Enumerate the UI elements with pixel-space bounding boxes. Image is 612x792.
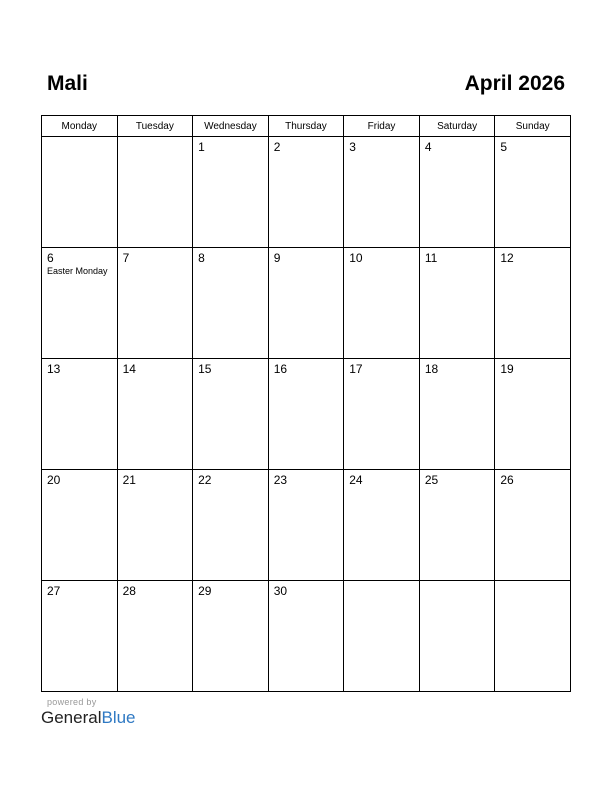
day-cell[interactable] bbox=[495, 137, 571, 248]
powered-by-text: powered by bbox=[47, 697, 97, 707]
day-cell[interactable] bbox=[42, 248, 118, 359]
day-cell[interactable] bbox=[344, 470, 420, 581]
week-row bbox=[42, 581, 571, 692]
day-number: 28 bbox=[122, 584, 136, 598]
day-number: 18 bbox=[424, 362, 439, 376]
calendar-grid bbox=[41, 115, 571, 692]
weekday-header: Saturday bbox=[419, 116, 495, 137]
day-cell[interactable] bbox=[117, 248, 193, 359]
day-cell[interactable] bbox=[193, 581, 269, 692]
day-cell[interactable] bbox=[268, 248, 344, 359]
day-cell[interactable] bbox=[495, 359, 571, 470]
day-cell[interactable] bbox=[117, 359, 193, 470]
day-number: 7 bbox=[122, 251, 130, 265]
day-cell[interactable] bbox=[193, 137, 269, 248]
day-number: 3 bbox=[349, 140, 356, 154]
day-cell[interactable] bbox=[117, 581, 193, 692]
day-cell[interactable] bbox=[193, 359, 269, 470]
weekday-header: Monday bbox=[42, 116, 118, 137]
day-cell[interactable] bbox=[419, 248, 495, 359]
weekday-header: Wednesday bbox=[193, 116, 269, 137]
day-number: 6 bbox=[47, 251, 54, 265]
day-number: 12 bbox=[500, 251, 514, 265]
day-number: 24 bbox=[349, 473, 363, 487]
day-number: 17 bbox=[349, 362, 363, 376]
day-cell[interactable] bbox=[495, 248, 571, 359]
day-cell[interactable] bbox=[268, 137, 344, 248]
day-cell[interactable] bbox=[193, 248, 269, 359]
day-number: 14 bbox=[122, 362, 136, 376]
day-cell[interactable] bbox=[344, 137, 420, 248]
country-title: Mali bbox=[47, 72, 88, 95]
day-cell[interactable] bbox=[193, 470, 269, 581]
day-cell[interactable] bbox=[344, 359, 420, 470]
day-cell[interactable] bbox=[344, 248, 420, 359]
day-number: 11 bbox=[424, 251, 438, 265]
brand-logo[interactable] bbox=[41, 708, 136, 728]
day-number: 10 bbox=[349, 251, 363, 265]
day-number: 20 bbox=[47, 473, 61, 487]
day-cell[interactable] bbox=[42, 137, 118, 248]
day-cell[interactable] bbox=[117, 137, 193, 248]
day-number: 23 bbox=[273, 473, 288, 487]
brand-blue: Blue bbox=[101, 708, 136, 727]
day-number: 30 bbox=[273, 584, 288, 598]
day-number: 13 bbox=[47, 362, 61, 376]
day-cell[interactable] bbox=[268, 470, 344, 581]
weekday-header: Sunday bbox=[495, 116, 571, 137]
day-number: 21 bbox=[122, 473, 136, 487]
weekday-header: Thursday bbox=[268, 116, 344, 137]
day-cell[interactable] bbox=[268, 359, 344, 470]
day-cell[interactable] bbox=[42, 581, 118, 692]
day-number: 19 bbox=[500, 362, 514, 376]
day-number: 4 bbox=[424, 140, 432, 154]
week-row bbox=[42, 248, 571, 359]
month-title: April 2026 bbox=[464, 72, 565, 95]
day-cell[interactable] bbox=[495, 581, 571, 692]
weekday-header: Friday bbox=[344, 116, 420, 137]
week-row bbox=[42, 137, 571, 248]
day-number: 25 bbox=[424, 473, 439, 487]
holiday-label: Easter Monday bbox=[47, 266, 108, 276]
day-number: 26 bbox=[500, 473, 514, 487]
day-cell[interactable] bbox=[419, 470, 495, 581]
day-number: 29 bbox=[198, 584, 212, 598]
day-cell[interactable] bbox=[344, 581, 420, 692]
week-row bbox=[42, 359, 571, 470]
week-row bbox=[42, 470, 571, 581]
day-cell[interactable] bbox=[268, 581, 344, 692]
day-number: 27 bbox=[47, 584, 61, 598]
day-cell[interactable] bbox=[117, 470, 193, 581]
weekday-header: Tuesday bbox=[117, 116, 193, 137]
day-cell[interactable] bbox=[495, 470, 571, 581]
day-number: 1 bbox=[198, 140, 205, 154]
day-number: 5 bbox=[500, 140, 508, 154]
brand-general: General bbox=[41, 708, 102, 727]
day-number: 9 bbox=[273, 251, 281, 265]
day-cell[interactable] bbox=[419, 581, 495, 692]
day-cell[interactable] bbox=[419, 359, 495, 470]
day-number: 2 bbox=[273, 140, 281, 154]
day-number: 8 bbox=[198, 251, 205, 265]
day-number: 15 bbox=[198, 362, 212, 376]
day-number: 16 bbox=[273, 362, 288, 376]
day-number: 22 bbox=[198, 473, 212, 487]
weekday-header-row bbox=[42, 116, 571, 137]
day-cell[interactable] bbox=[419, 137, 495, 248]
day-cell[interactable] bbox=[42, 359, 118, 470]
day-cell[interactable] bbox=[42, 470, 118, 581]
